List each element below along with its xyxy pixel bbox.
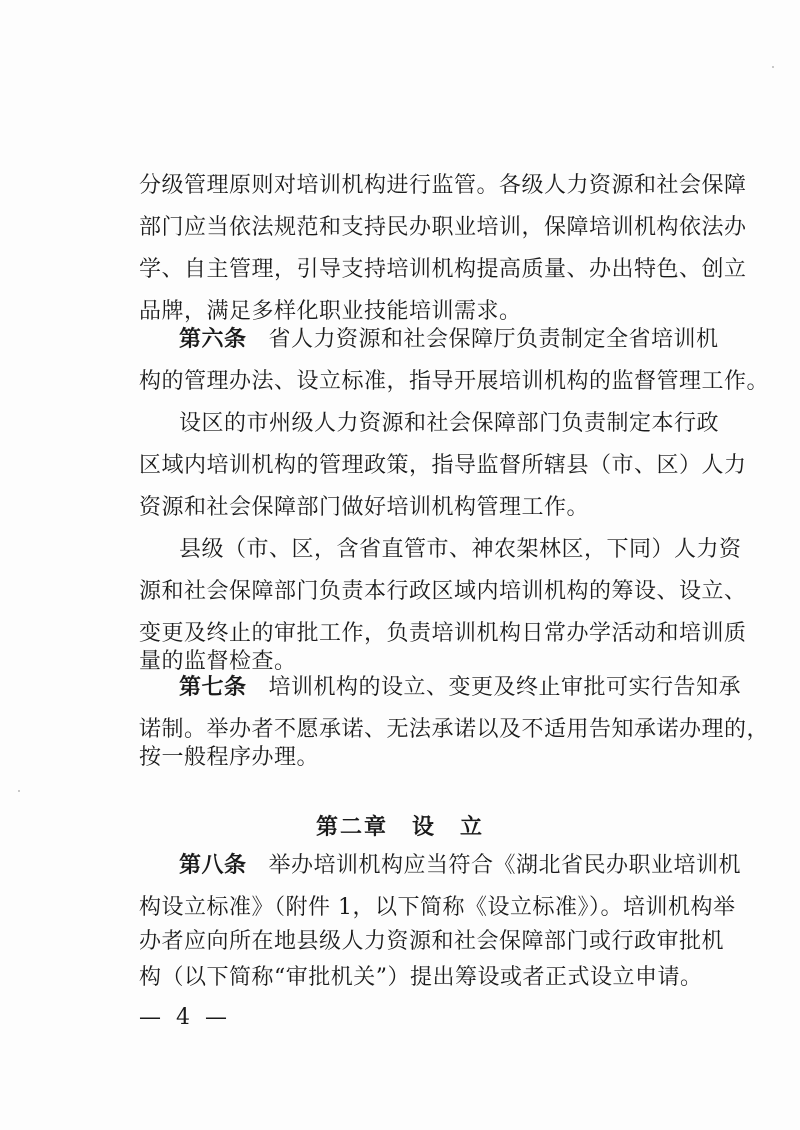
page-number: — 4 — [139, 1005, 231, 1030]
article-8-text: 举办培训机构应当符合《湖北省民办职业培训机 [268, 853, 742, 878]
text-line: 办者应向所在地县级人力资源和社会保障部门或行政审批机 [139, 929, 725, 954]
text-line: 诺制。举办者不愿承诺、无法承诺以及不适用告知承诺办理的， [139, 717, 770, 742]
scan-speck [18, 790, 20, 792]
article-8-line-1 [179, 848, 742, 884]
article-6-label: 第六条 [179, 327, 247, 352]
article-7-label: 第七条 [179, 675, 247, 700]
article-6-line-1 [179, 322, 719, 358]
text-line: 品牌，满足多样化职业技能培训需求。 [139, 299, 522, 324]
text-line: 变更及终止的审批工作，负责培训机构日常办学活动和培训质 [139, 621, 747, 646]
text-line: 构（以下简称“审批机关”）提出筹设或者正式设立申请。 [139, 965, 703, 990]
text-line: 资源和社会保障部门做好培训机构管理工作。 [139, 495, 590, 520]
text-line: 学、自主管理，引导支持培训机构提高质量、办出特色、创立 [139, 257, 747, 282]
text-line: 部门应当依法规范和支持民办职业培训，保障培训机构依法办 [139, 215, 747, 240]
text-line: 县级（市、区，含省直管市、神农架林区，下同）人力资 [179, 537, 742, 562]
text-line: 按一般程序办理。 [139, 745, 320, 770]
article-6-text: 省人力资源和社会保障厅负责制定全省培训机 [268, 327, 719, 352]
chapter-title [0, 810, 800, 846]
chapter-name: 设 立 [412, 815, 485, 840]
article-7-line-1 [179, 670, 742, 706]
text-line: 构的管理办法、设立标准，指导开展培训机构的监督管理工作。 [139, 369, 770, 394]
text-line: 区域内培训机构的管理政策，指导监督所辖县（市、区）人力 [139, 453, 747, 478]
text-line: 量的监督检查。 [139, 649, 297, 674]
chapter-number: 第二章 [315, 815, 388, 840]
text-line: 构设立标准》（附件 1，以下简称《设立标准》）。培训机构举 [139, 895, 736, 920]
text-line: 分级管理原则对培训机构进行监管。各级人力资源和社会保障 [139, 173, 747, 198]
scan-speck [772, 66, 774, 68]
text-line: 源和社会保障部门负责本行政区域内培训机构的筹设、设立、 [139, 579, 747, 604]
article-7-text: 培训机构的设立、变更及终止审批可实行告知承 [268, 675, 742, 700]
text-line: 设区的市州级人力资源和社会保障部门负责制定本行政 [179, 411, 720, 436]
article-8-label: 第八条 [179, 853, 247, 878]
